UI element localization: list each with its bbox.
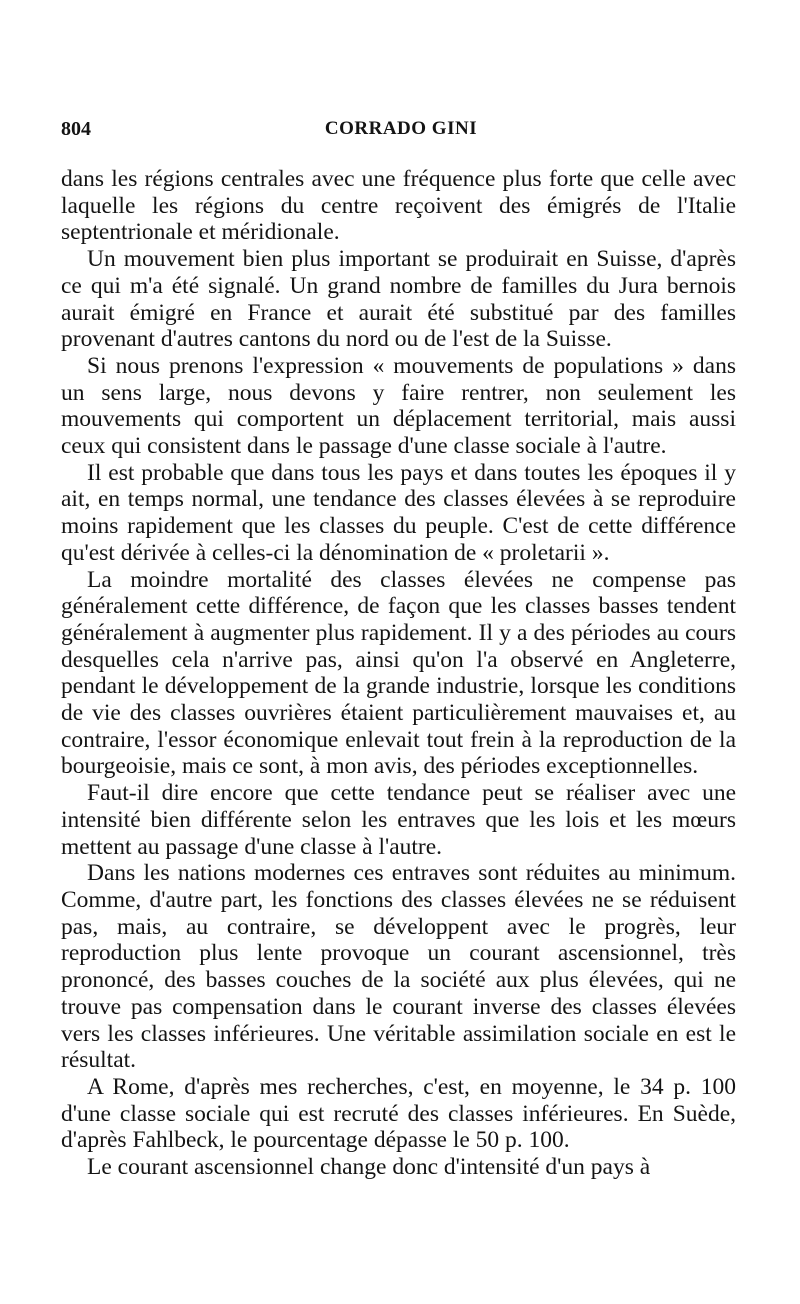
page-number: 804: [61, 118, 91, 140]
paragraph-continued: dans les régions centrales avec une fréquence plus forte que celle avec laquelle les régions du centre reçoivent des émigrés de l'Italie septentrionale et méridionale.: [61, 166, 736, 246]
page-header: [61, 118, 741, 148]
paragraph-mortalite: La moindre mortalité des classes élevées ne compense pas généralement cette différence, de façon que les classes basses tendent généralement à augmenter plus rapidement. Il y a des périodes au cours desquelles cela n'arrive pas, ainsi qu'on l'a observé en Angleterre, pendant le développement de la grande industrie, lorsque les conditions de vie des classes ouvrières étaient particulièrement mauvaises et, au contraire, l'essor économique enlevait tout frein à la reproduction de la bourgeoisie, mais ce sont, à mon avis, des périodes exceptionnelles.: [61, 566, 736, 780]
running-head: CORRADO GINI: [324, 118, 478, 139]
paragraph-courant-ascensionnel: Le courant ascensionnel change donc d'intensité d'un pays à: [87, 1154, 651, 1181]
paragraph-rome-suede: A Rome, d'après mes recherches, c'est, en moyenne, le 34 p. 100 d'une classe sociale qui est recruté des classes inférieures. En Suède, d'après Fahlbeck, le pourcentage dépasse le 50 p. 100.: [61, 1073, 736, 1154]
paragraph-mouvements-populations: Si nous prenons l'expression « mouvements de populations » dans un sens large, nous devons y faire rentrer, non seulement les mouvements qui comportent un déplacement territorial, mais aussi ceux qui consistent dans le passage d'une classe sociale à l'autre.: [61, 352, 736, 460]
body-text: [61, 166, 736, 1181]
paragraph-intensite: Faut-il dire encore que cette tendance peut se réaliser avec une intensité bien différente selon les entraves que les lois et les mœurs mettent au passage d'une classe à l'autre.: [61, 780, 736, 860]
paragraph-tendance-classes: Il est probable que dans tous les pays et dans toutes les époques il y ait, en temps normal, une tendance des classes élevées à se reproduire moins rapidement que les classes du peuple. C'est de cette différence qu'est dérivée à celles-ci la dénomination de « proletarii ».: [61, 459, 736, 566]
paragraph-nations-modernes: Dans les nations modernes ces entraves sont réduites au minimum. Comme, d'autre part, les fonctions des classes élevées ne se réduisent pas, mais, au contraire, se développent avec le progrès, leur reproduction plus lente provoque un courant ascensionnel, très prononcé, des basses couches de la société aux plus élevées, qui ne trouve pas compensation dans le courant inverse des classes élevées vers les classes inférieures. Une véritable assimilation sociale en est le résultat.: [61, 860, 736, 1074]
paragraph-suisse: Un mouvement bien plus important se produirait en Suisse, d'après ce qui m'a été signalé. Un grand nombre de familles du Jura bernois aurait émigré en France et aurait été substitué par des familles provenant d'autres cantons du nord ou de l'est de la Suisse.: [61, 246, 736, 353]
